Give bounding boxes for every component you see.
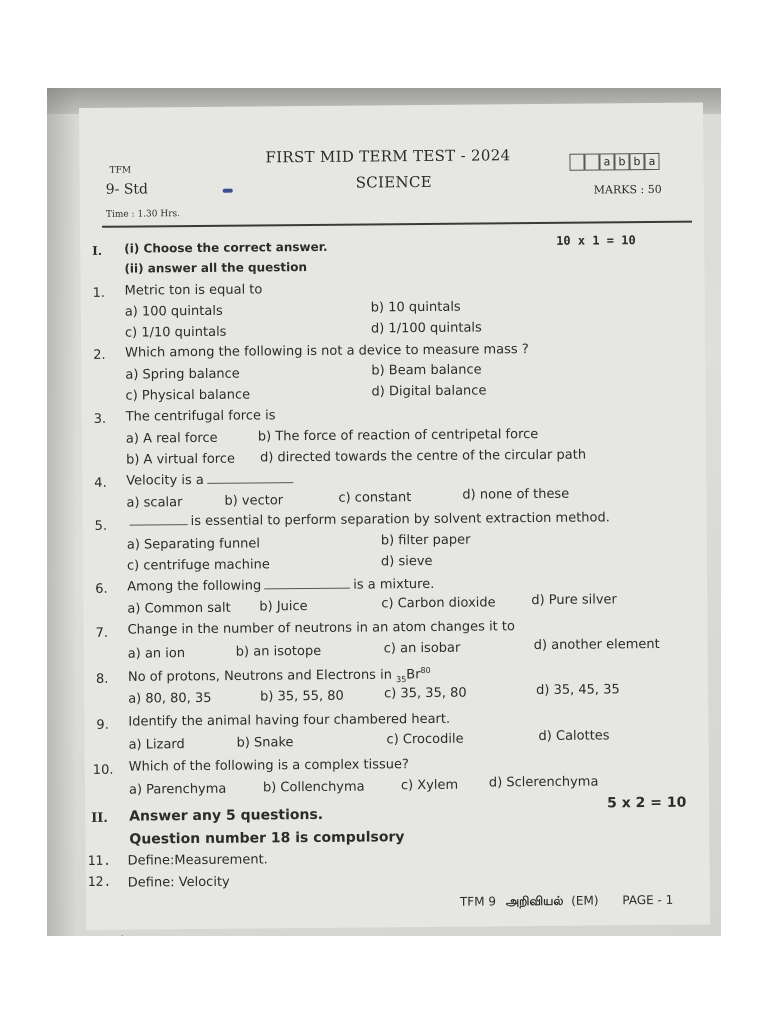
option: c) Xylem: [400, 777, 459, 794]
reg-box: b: [629, 153, 644, 170]
header-divider: [102, 221, 692, 228]
option: a) 80, 80, 35: [128, 690, 212, 707]
reg-box: b: [614, 153, 629, 170]
option: d) none of these: [462, 486, 570, 503]
option: a) Spring balance: [125, 366, 240, 383]
exam-sheet: [79, 103, 710, 930]
option: b) Beam balance: [371, 362, 482, 379]
option: c) constant: [338, 490, 412, 506]
question-number: 1.: [92, 285, 106, 301]
subject-title: SCIENCE: [355, 172, 433, 192]
option: b) filter paper: [380, 532, 471, 549]
question-text-part: is essential to perform separation by solvent extraction method.: [190, 510, 610, 530]
reg-box: [569, 154, 584, 171]
exam-title: FIRST MID TERM TEST - 2024: [265, 146, 511, 167]
option: c) 35, 35, 80: [384, 685, 467, 702]
option: a) 100 quintals: [124, 303, 223, 320]
element-symbol: Br: [406, 667, 421, 683]
option: d) Digital balance: [371, 383, 487, 400]
marks-label: MARKS : 50: [593, 182, 662, 197]
question-text: Which of the following is a complex tissue?: [128, 757, 409, 775]
question-number: 12.: [87, 874, 112, 890]
question-number: 9.: [96, 717, 109, 733]
answer-blank: [207, 482, 293, 484]
question-text: [127, 510, 610, 529]
footer-line: [460, 893, 673, 911]
option: b) vector: [224, 493, 284, 509]
answer-blank: [264, 588, 350, 590]
question-text: The centrifugal force is: [125, 408, 276, 425]
option: c) an isobar: [383, 640, 461, 657]
option: b) A virtual force: [126, 451, 236, 468]
option: c) Crocodile: [386, 731, 464, 748]
option: b) 35, 55, 80: [260, 688, 344, 705]
option: d) another element: [533, 636, 660, 654]
option: b) an isotope: [235, 643, 322, 660]
option: a) Lizard: [128, 737, 185, 753]
section1-score: 10 x 1 = 10: [556, 233, 636, 248]
question-text: [126, 472, 296, 488]
option: d) Pure silver: [531, 592, 617, 609]
option: b) 10 quintals: [370, 299, 461, 316]
question-text-part: No of protons, Neutrons and Electrons in: [127, 667, 392, 685]
question-number: 10.: [92, 762, 114, 778]
option: d) 35, 45, 35: [536, 682, 620, 699]
question-text: Identify the animal having four chambered heart.: [128, 711, 451, 730]
question-number: 7.: [95, 625, 109, 641]
question-text: [128, 666, 431, 687]
question-number: 2.: [93, 347, 106, 363]
section2-instruction-2: Question number 18 is compulsory: [129, 829, 405, 848]
option: b) Snake: [236, 735, 294, 751]
option: a) an ion: [127, 646, 186, 662]
reg-box: a: [599, 153, 614, 170]
footer-medium: (EM): [571, 893, 599, 908]
question-number: 11.: [87, 853, 112, 869]
question-text: Change in the number of neutrons in an atom changes it to: [127, 619, 516, 638]
option: d) directed towards the centre of the circular path: [259, 447, 587, 466]
reg-box: a: [644, 153, 659, 170]
option: d) Sclerenchyma: [488, 774, 599, 791]
footer-page: PAGE - 1: [622, 892, 674, 908]
question-text: Which among the following is not a device to measure mass ?: [125, 342, 529, 361]
question-number: 5.: [94, 518, 108, 534]
section1-instruction-2: (ii) answer all the question: [124, 260, 308, 276]
option: d) Calottes: [538, 728, 610, 745]
question-number: 8.: [95, 671, 109, 687]
register-number-boxes: [569, 153, 659, 171]
option: b) Juice: [259, 599, 308, 615]
atomic-number: 35: [396, 675, 407, 685]
question-text-part: Velocity is a: [126, 472, 204, 489]
option: a) Separating funnel: [126, 536, 261, 553]
question-text-part: Among the following: [127, 578, 262, 595]
question-text: Define:Measurement.: [127, 852, 268, 869]
footer-code: TFM 9: [459, 894, 497, 909]
section2-score: 5 x 2 = 10: [607, 794, 687, 812]
section1-instruction-1: (i) Choose the correct answer.: [124, 239, 328, 256]
section1-roman: I.: [92, 243, 103, 258]
option: d) sieve: [380, 553, 433, 570]
question-number: 4.: [94, 475, 107, 491]
option: a) A real force: [125, 430, 218, 447]
option: b) The force of reaction of centripetal force: [257, 427, 539, 445]
option: c) Physical balance: [125, 387, 251, 404]
photo-shadow: [47, 88, 77, 936]
question-text: Metric ton is equal to: [124, 282, 263, 299]
header-time: Time : 1.30 Hrs.: [105, 209, 181, 220]
question-text: Define: Velocity: [127, 874, 230, 891]
option: a) Parenchyma: [128, 781, 227, 798]
option: d) 1/100 quintals: [370, 320, 482, 337]
option: c) Carbon dioxide: [381, 595, 496, 612]
pen-mark: [223, 189, 233, 193]
question-text: [127, 577, 434, 595]
header-std: 9- Std: [105, 181, 149, 198]
document-photo: [47, 88, 721, 936]
section2-roman: II.: [91, 810, 108, 826]
header-code: TFM: [109, 165, 132, 176]
answer-blank: [130, 524, 188, 526]
footer-subject: அறிவியல்: [505, 893, 564, 909]
option: a) scalar: [126, 495, 183, 511]
reg-box: [584, 153, 599, 170]
question-number: 6.: [95, 581, 108, 597]
question-text-part: is a mixture.: [353, 576, 435, 593]
option: c) 1/10 quintals: [124, 324, 227, 341]
question-number: 3.: [93, 411, 107, 427]
option: a) Common salt: [127, 600, 231, 617]
option: b) Collenchyma: [262, 779, 365, 796]
mass-number: 80: [420, 665, 431, 676]
option: c) centrifuge machine: [126, 557, 270, 574]
section2-instruction-1: Answer any 5 questions.: [129, 806, 324, 825]
